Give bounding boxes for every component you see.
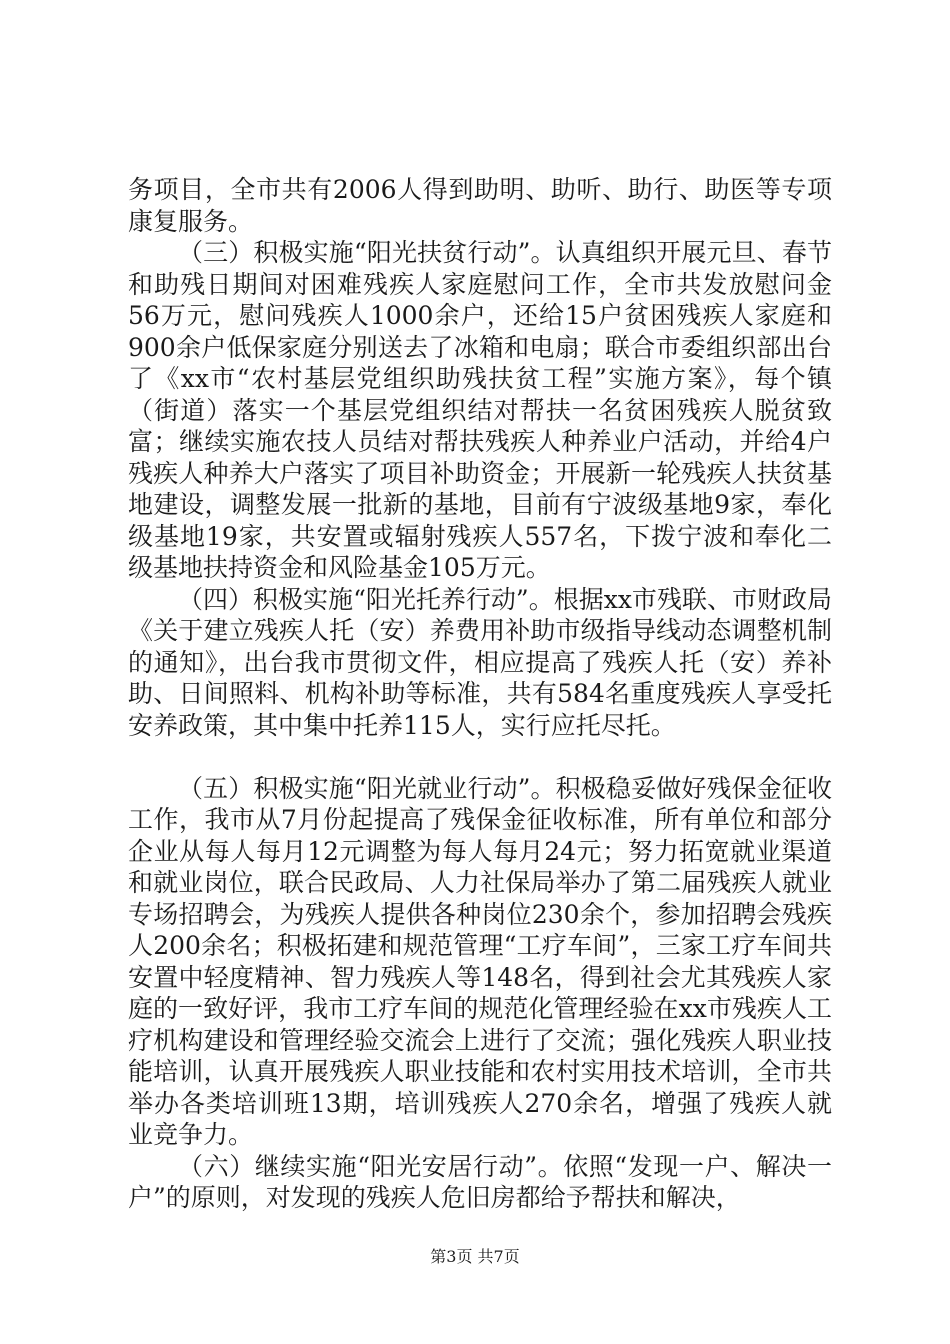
paragraph-section-3: （三）积极实施“阳光扶贫行动”。认真组织开展元旦、春节和助残日期间对困难残疾人家庭慰问工作，全市共发放慰问金56万元，慰问残疾人1000余户，还给15户贫困残疾人家庭和900余户低保家庭分别送去了冰箱和电扇；联合市委组织部出台了《xx市“农村基层党组织助残扶贫工程”实施方案》，每个镇（街道）落实一个基层党组织结对帮扶一名贫困残疾人脱贫致富；继续实施农技人员结对帮扶残疾人种养业户活动，并给4户残疾人种养大户落实了项目补助资金；开展新一轮残疾人扶贫基地建设，调整发展一批新的基地，目前有宁波级基地9家，奉化级基地19家，共安置或辐射残疾人557名，下拨宁波和奉化二级基地扶持资金和风险基金105万元。 xyxy=(128,238,832,582)
paragraph-section-5: （五）积极实施“阳光就业行动”。积极稳妥做好残保金征收工作，我市从7月份起提高了残保金征收标准，所有单位和部分企业从每人每月12元调整为每人每月24元；努力拓宽就业渠道和就业岗位，联合民政局、人力社保局举办了第二届残疾人就业专场招聘会，为残疾人提供各种岗位230余个，参加招聘会残疾人200余名；积极拓建和规范管理“工疗车间”，三家工疗车间共安置中轻度精神、智力残疾人等148名，得到社会尤其残疾人家庭的一致好评，我市工疗车间的规范化管理经验在xx市残疾人工疗机构建设和管理经验交流会上进行了交流；强化残疾人职业技能培训，认真开展残疾人职业技能和农村实用技术培训，全市共举办各类培训班13期，培训残疾人270余名，增强了残疾人就业竞争力。 xyxy=(128,773,832,1149)
paragraph-section-4: （四）积极实施“阳光托养行动”。根据xx市残联、市财政局《关于建立残疾人托（安）养费用补助市级指导线动态调整机制的通知》，出台我市贯彻文件，相应提高了残疾人托（安）养补助、日间照料、机构补助等标准，共有584名重度残疾人享受托安养政策，其中集中托养115人，实行应托尽托。 xyxy=(128,584,832,740)
paragraph-gap xyxy=(128,741,832,773)
page-footer: 第3页 共7页 xyxy=(430,1247,520,1266)
paragraph-section-6: （六）继续实施“阳光安居行动”。依照“发现一户、解决一户”的原则，对发现的残疾人危旧房都给予帮扶和解决， xyxy=(128,1151,832,1212)
paragraph-continuation: 务项目，全市共有2006人得到助明、助听、助行、助医等专项康复服务。 xyxy=(128,175,832,236)
document-body xyxy=(128,174,832,1214)
